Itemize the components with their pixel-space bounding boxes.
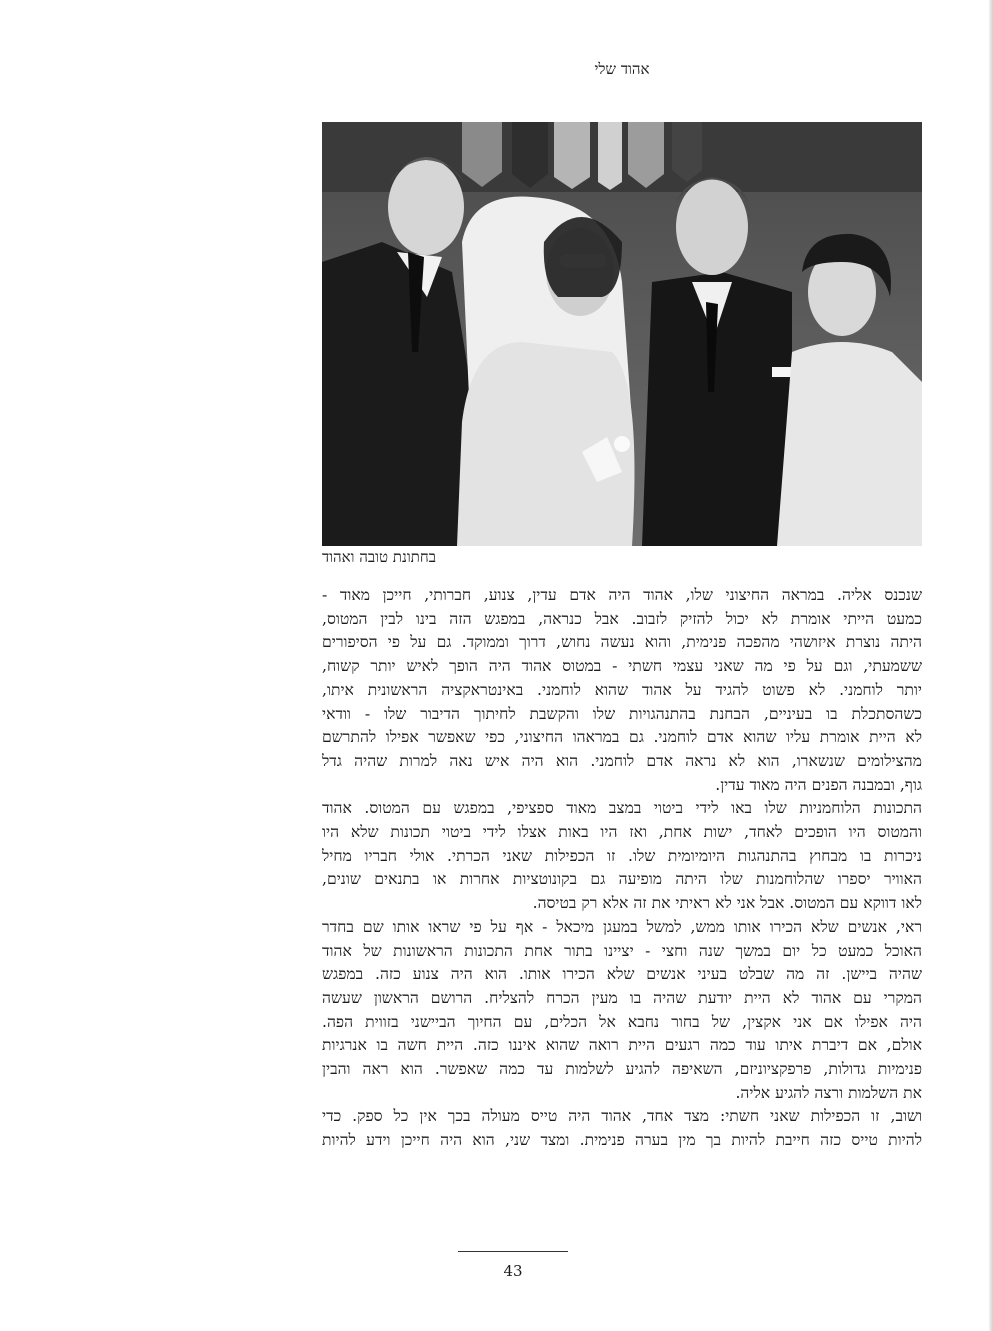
photo-caption-text: בחתונת טובה ואהוד [322,548,436,566]
body-line: מהצילומים שנשארו, הוא לא נראה אדם לוחמני. הוא היה איש נאה למרות שהיה גדל [322,751,922,770]
wedding-photo [322,122,922,546]
body-line: שנכנס אליה. במראה החיצוני שלו, אהוד היה אדם עדין, צנוע, חברותי, חייכן מאוד - [322,586,922,604]
body-line: כשהסתכלת בו בעיניים, הבחנת בהתנהגויות שלו והקשבת לחיתוך הדיבור שלו - וודאי [322,704,922,723]
page-number: 43 [503,1262,523,1280]
body-line: גוף, ובמבנה הפנים היה מאוד עדין. [715,775,922,794]
body-line: היתה נוצרת איזושהי מהפכה פנימית, והוא נעשה נחוש, דרוך וממוקד. גם על פי הסיפורים [322,633,922,652]
page-edge-shadow [989,0,993,1331]
body-text [322,584,922,1153]
body-line: האוויר יספרו שהלוחמנות שלו היתה מופיעה גם בקונוטציות אחרות או בתנאים שונים, [322,870,922,889]
body-line: האוכל כמעט כל יום במשך שנה וחצי - יציינו בתור אחת התכונות הראשונות של אהוד [322,941,922,960]
body-line: אולם, אם דיברת איתו עוד כמה רגעים היית רואה שהוא איננו כזה. היית חשה בו אנרגיות [322,1036,922,1055]
body-line: יותר לוחמני. לא פשוט להגיד על אהוד שהוא לוחמני. באינטראקציה הראשונית איתו, [322,680,922,699]
footer-rule [458,1251,568,1252]
body-line: לאו דווקא עם המטוס. אבל אני לא ראיתי את זה אלא רק בטיסה. [532,894,922,913]
body-line: ניכרות בו מבחוץ בהתנהגות היומיומית שלו. זו הכפילות שאני הכרתי. אולי חבריו מחיל [322,846,922,865]
body-line: כמעט הייתי אומרת לא יכול להזיק לזבוב. אבל כנראה, במפגש הזה בינו לבין המטוס, [322,609,922,628]
body-line: את השלמות ורצה להגיע אליה. [735,1083,922,1102]
body-line: ושוב, זו הכפילות שאני חשתי: מצד אחד, אהוד היה טייס מעולה בכך אין כל ספק. כדי [322,1107,922,1126]
body-line: להיות טייס כזה חייבת להיות בך מין בערה פנימית. ומצד שני, הוא היה חייכן וידע להיות [322,1131,922,1150]
photo-caption [322,548,922,567]
body-line: היה אפילו אם אני אקצין, של בחור נחבא אל הכלים, עם החיוך הביישני בזווית הפה. [322,1012,922,1031]
body-line: התכונות הלוחמניות שלו באו לידי ביטוי במצב מאוד ספציפי, במפגש עם המטוס. אהוד [322,799,922,818]
body-line: שהיה ביישן. זה מה שבלט בעיני אנשים שלא הכירו אותו. הוא היה צנוע כזה. במפגש [322,965,922,984]
body-line: לא היית אומרת עליו שהוא אדם לוחמני. גם במראהו החיצוני, כפי שאפשר אפילו להתרשם [322,728,922,747]
running-header: אהוד שלי [594,60,650,78]
body-line: והמטוס היו הופכים לאחד, ישות אחת, ואז היו באות אצלו לידי ביטוי תכונות שלא היו [322,823,922,842]
body-line: המקרי עם אהוד לא היית יודעת שהיה בו מעין הכרח להצליח. הרושם הראשון שעשה [322,988,922,1007]
body-line: ששמעתי, וגם על פי מה שאני עצמי חשתי - במטוס אהוד היה הופך לאיש יותר קשוח, [322,657,922,676]
body-line: ראי, אנשים שלא הכירו אותו ממש, למשל במעגן מיכאל - אף על פי שראו אותו שם בחדר [322,917,922,936]
body-line: פנימיות גדולות, פרפקציוניזם, השאיפה להגיע לשלמות עד כמה שאפשר. הוא ראה והבין [322,1060,922,1079]
